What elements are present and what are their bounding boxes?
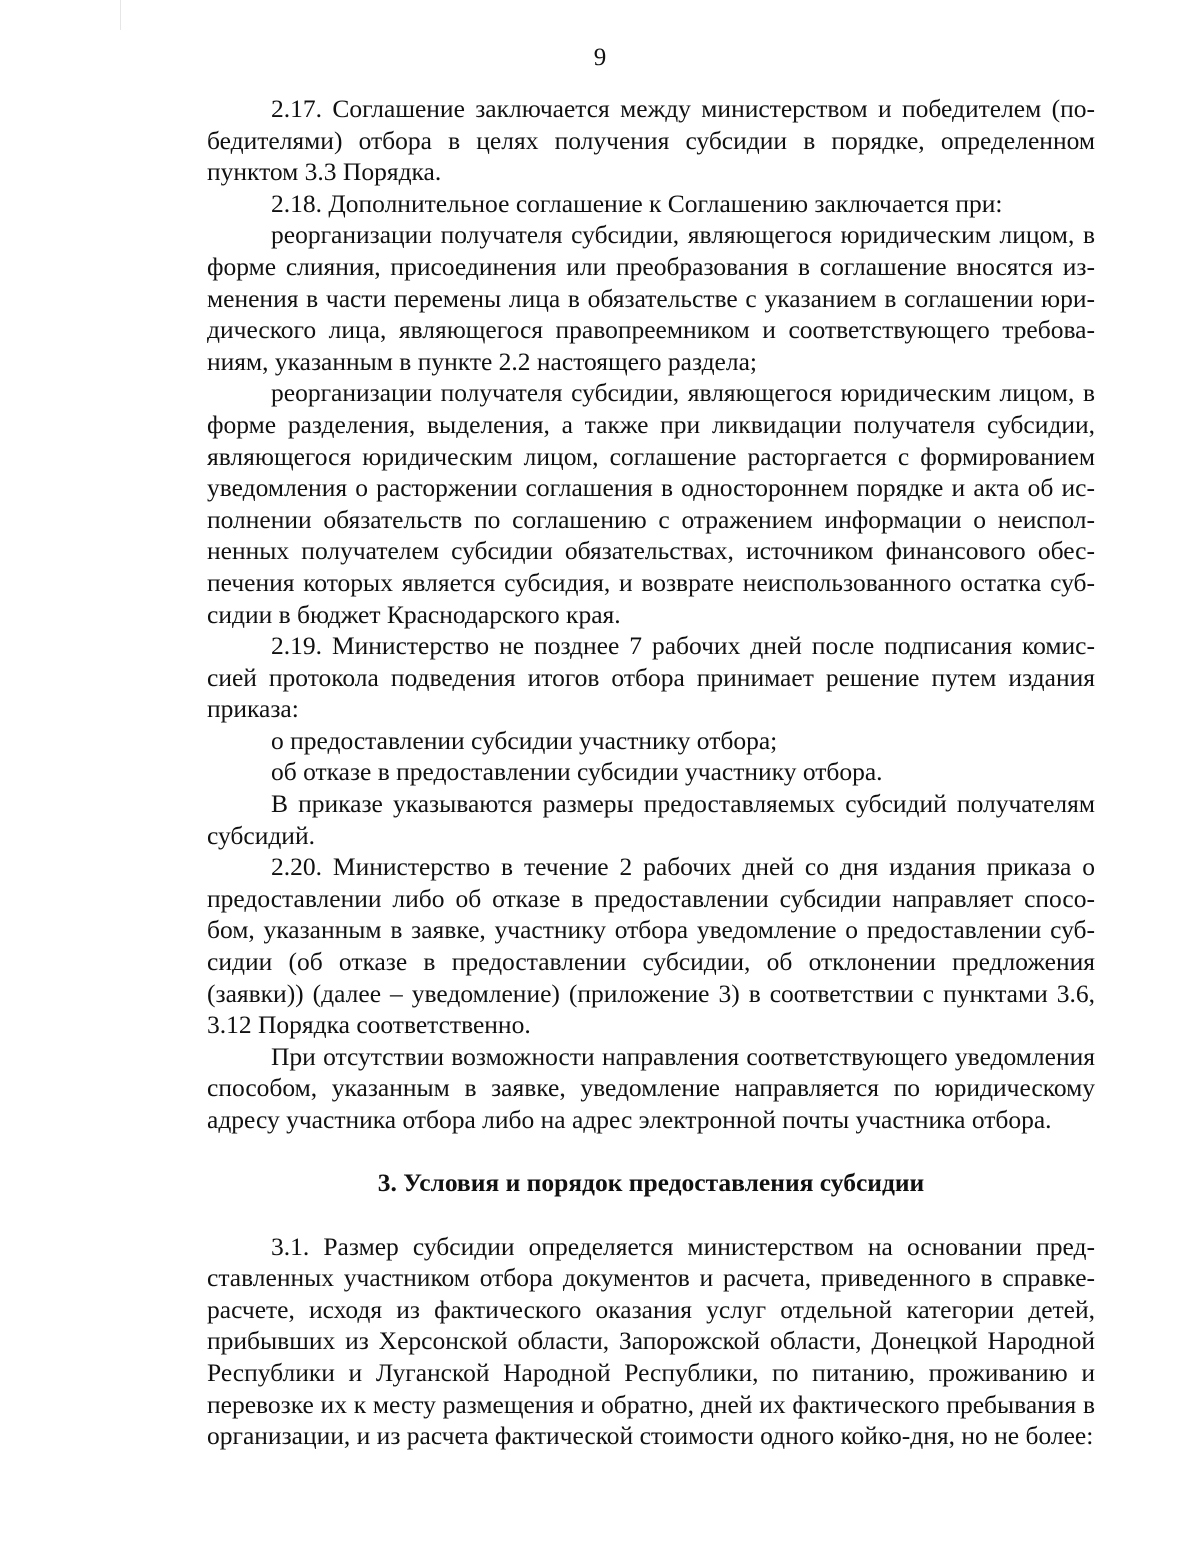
page-number: 9 — [593, 44, 607, 71]
paragraph-2-20: 2.20. Министерство в течение 2 рабочих дней со дня издания приказа о предоставлении либо об отказе в предоставлении субсидии направляет способом, указанным в заявке, участнику отбора уведомление о предоставлении субсидии (об отказе в предоставлении субсидии, об отклонении предложения (заявки)) (далее – уведомление) (приложение 3) в соответствии с пунктами 3.6, 3.12 Порядка соответственно. — [207, 852, 1095, 1040]
document-body — [207, 93, 1095, 1452]
paragraph-2-18-merger: реорганизации получателя субсидии, являющегося юридическим лицом, в форме слияния, присоединения или преобразования в соглашение вносятся изменения в части перемены лица в обязательстве с указанием в соглашении юридического лица, являющегося правопреемником и соответствующего требованиям, указанным в пункте 2.2 настоящего раздела; — [207, 220, 1095, 376]
paragraph-2-19-grant: о предоставлении субсидии участнику отбора; — [271, 725, 778, 755]
section-heading: 3. Условия и порядок предоставления субсидии — [377, 1167, 925, 1197]
paragraph-3-1: 3.1. Размер субсидии определяется министерством на основании представленных участником отбора документов и расчета, приведенного в справке-расчете, исходя из фактического оказания услуг отдельной категории детей, прибывших из Херсонской области, Запорожской области, Донецкой Народной Республики и Луганской Народной Республики, по питанию, проживанию и перевозке их к месту размещения и обратно, дней их фактического пребывания в организации, и из расчета фактической стоимости одного койко-дня, но не более: — [207, 1231, 1095, 1451]
scan-margin-mark — [120, 0, 121, 30]
paragraph-order-amounts: В приказе указываются размеры предоставляемых субсидий получателям субсидий. — [207, 789, 1095, 850]
paragraph-2-19-refusal: об отказе в предоставлении субсидии участнику отбора. — [271, 757, 883, 787]
paragraph-2-19: 2.19. Министерство не позднее 7 рабочих дней после подписания комиссией протокола подведения итогов отбора принимает решение путем издания приказа: — [207, 631, 1095, 724]
paragraph-2-17: 2.17. Соглашение заключается между министерством и победителем (победителями) отбора в целях получения субсидии в порядке, определенном пунктом 3.3 Порядка. — [207, 94, 1095, 187]
paragraph-2-18: 2.18. Дополнительное соглашение к Соглашению заключается при: — [271, 188, 1003, 218]
paragraph-2-18-division: реорганизации получателя субсидии, являющегося юридическим лицом, в форме разделения, выделения, а также при ликвидации получателя субсидии, являющегося юридическим лицом, соглашение расторгается с формированием уведомления о расторжении соглашения в одностороннем порядке и акта об исполнении обязательств по соглашению с отражением информации о неисполненных получателем субсидии обязательствах, источником финансового обеспечения которых является субсидия, и возврате неиспользованного остатка субсидии в бюджет Краснодарского края. — [207, 378, 1095, 629]
paragraph-notification-address: При отсутствии возможности направления соответствующего уведомления способом, указанным в заявке, уведомление направляется по юридическому адресу участника отбора либо на адрес электронной почты участника отбора. — [207, 1041, 1095, 1134]
